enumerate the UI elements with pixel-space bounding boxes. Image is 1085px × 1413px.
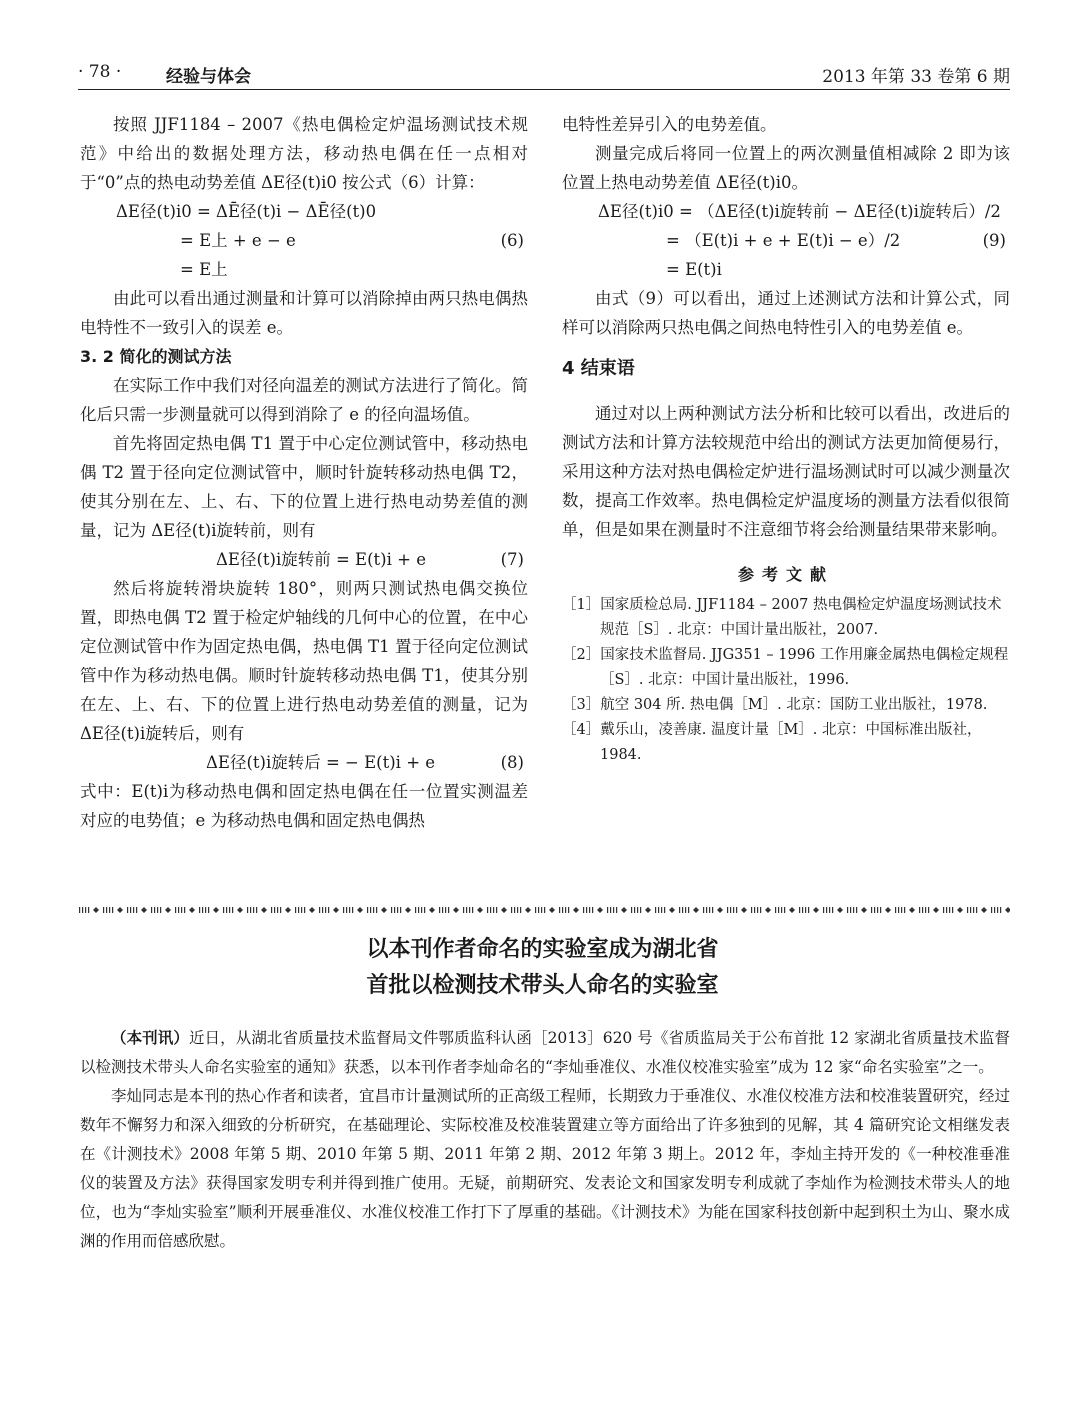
equation-6-line-2: = E上 + e − e (6) (80, 226, 528, 255)
paragraph: 按照 JJF1184 – 2007《热电偶检定炉温场测试技术规范》中给出的数据处理方法，移动热电偶在任一点相对于“0”点的热电动势差值 ΔE径(t)i0 按公式（6）计算： (80, 115, 528, 192)
header-rule (78, 89, 1010, 90)
news-title-line-2: 首批以检测技术带头人命名的实验室 (366, 973, 719, 998)
paragraph: 测量完成后将同一位置上的两次测量值相减除 2 即为该位置上热电动势差值 ΔE径(t)i0。 (562, 144, 1010, 192)
equation-6-line-3: = E上 (180, 260, 228, 279)
right-column (562, 110, 1010, 768)
reference-item: ［1］国家质检总局. JJF1184 – 2007 热电偶检定炉温度场测试技术规范［S］. 北京：中国计量出版社，2007. (562, 597, 1002, 638)
reference-item: ［4］戴乐山，凌善康. 温度计量［M］. 北京：中国标准出版社，1984. (562, 722, 982, 763)
equation-9-line-3: = E(t)i (666, 260, 722, 279)
news-paragraph: 李灿同志是本刊的热心作者和读者，宜昌市计量测试所的正高级工程师，长期致力于垂准仪、水准仪校准方法和校准装置研究，经过数年不懈努力和深入细致的分析研究，在基础理论、实际校准及校准装置建立等方面给出了许多独到的见解，其 4 篇研究论文相继发表在《计测技术》2008 年第 5 期、2010 年第 5 期、2011 年第 2 期、2012 年第 3 期上。2012 年，李灿主持开发的《一种校准垂准仪的装置及方法》获得国家发明专利并得到推广使用。无疑，前期研究、发表论文和国家发明专利成就了李灿作为检测技术带头人的地位，也为“李灿实验室”顺利开展垂准仪、水准仪校准工作打下了厚重的基础。《计测技术》为能在国家科技创新中起到积土为山、聚水成渊的作用而倍感欣慰。 (80, 1087, 1011, 1250)
reference-item: ［3］航空 304 所. 热电偶［M］. 北京：国防工业出版社，1978. (562, 697, 988, 713)
equation-number: (6) (500, 231, 524, 250)
equation-number: (8) (500, 753, 524, 772)
paragraph: 式中：E(t)i为移动热电偶和固定热电偶在任一位置实测温差对应的电势值；e 为移动热电偶和固定热电偶热 (80, 782, 528, 830)
page-number: · 78 · (78, 62, 122, 82)
issue-info: 2013 年第 33 卷第 6 期 (822, 67, 1010, 87)
references-title: 参考文献 (737, 565, 834, 584)
left-column (80, 110, 528, 835)
paragraph: 然后将旋转滑块旋转 180°，则两只测试热电偶交换位置，即热电偶 T2 置于检定炉轴线的几何中心的位置，在中心定位测试管中作为固定热电偶，热电偶 T1 置于径向定位测试管中作为移动热电偶。顺时针旋转移动热电偶 T1，使其分别在左、上、右、下的位置上进行热电动势差值的测量，记为 ΔE径(t)i旋转后，则有 (80, 579, 528, 743)
news-body (80, 1024, 1010, 1256)
news-title-line-1: 以本刊作者命名的实验室成为湖北省 (366, 937, 719, 962)
news-tag: （本刊讯） (111, 1029, 189, 1047)
running-header (78, 62, 1010, 90)
equation-8: ΔE径(t)i旋转后 = − E(t)i + e (8) (80, 748, 528, 777)
equation-number: (7) (500, 550, 524, 569)
news-paragraph: （本刊讯）近日，从湖北省质量技术监督局文件鄂质监科认函［2013］620 号《省质监局关于公布首批 12 家湖北省质量技术监督以检测技术带头人命名实验室的通知》获悉，以本刊作者李灿命名的“李灿垂准仪、水准仪校准实验室”成为 12 家“命名实验室”之一。 (80, 1029, 1010, 1076)
divider-pattern-icon (78, 906, 1010, 914)
section-heading: 4 结束语 (562, 358, 635, 379)
reference-item: ［2］国家技术监督局. JJG351 – 1996 工作用廉金属热电偶检定规程［S］. 北京：中国计量出版社，1996. (562, 647, 1009, 688)
equation-6-line-1: ΔE径(t)i0 = ΔĒ径(t)i − ΔĒ径(t)0 (116, 202, 377, 221)
equation-number: (9) (982, 231, 1006, 250)
decorative-divider (78, 906, 1010, 914)
section-heading: 3. 2 简化的测试方法 (80, 347, 232, 366)
equation-7: ΔE径(t)i旋转前 = E(t)i + e (7) (80, 545, 528, 574)
section-name: 经验与体会 (166, 67, 251, 87)
paragraph: 由式（9）可以看出，通过上述测试方法和计算公式，同样可以消除两只热电偶之间热电特性引入的电势差值 e。 (562, 289, 1010, 337)
paragraph: 首先将固定热电偶 T1 置于中心定位测试管中，移动热电偶 T2 置于径向定位测试管中，顺时针旋转移动热电偶 T2，使其分别在左、上、右、下的位置上进行热电动势差值的测量，记为 ΔE径(t)i旋转前，则有 (80, 434, 528, 540)
paragraph: 电特性差异引入的电势差值。 (562, 115, 777, 134)
paragraph: 通过对以上两种测试方法分析和比较可以看出，改进后的测试方法和计算方法较规范中给出的测试方法更加简便易行，采用这种方法对热电偶检定炉进行温场测试时可以减少测量次数，提高工作效率。热电偶检定炉温度场的测量方法看似很简单，但是如果在测量时不注意细节将会给测量结果带来影响。 (562, 404, 1010, 539)
paragraph: 由此可以看出通过测量和计算可以消除掉由两只热电偶热电特性不一致引入的误差 e。 (80, 289, 528, 337)
equation-9-line-1: ΔE径(t)i0 = （ΔE径(t)i旋转前 − ΔE径(t)i旋转后）/2 (598, 202, 1001, 221)
paragraph: 在实际工作中我们对径向温差的测试方法进行了简化。简化后只需一步测量就可以得到消除了 e 的径向温场值。 (80, 376, 528, 424)
equation-9-line-2: = （E(t)i + e + E(t)i − e）/2 (9) (562, 226, 1010, 255)
